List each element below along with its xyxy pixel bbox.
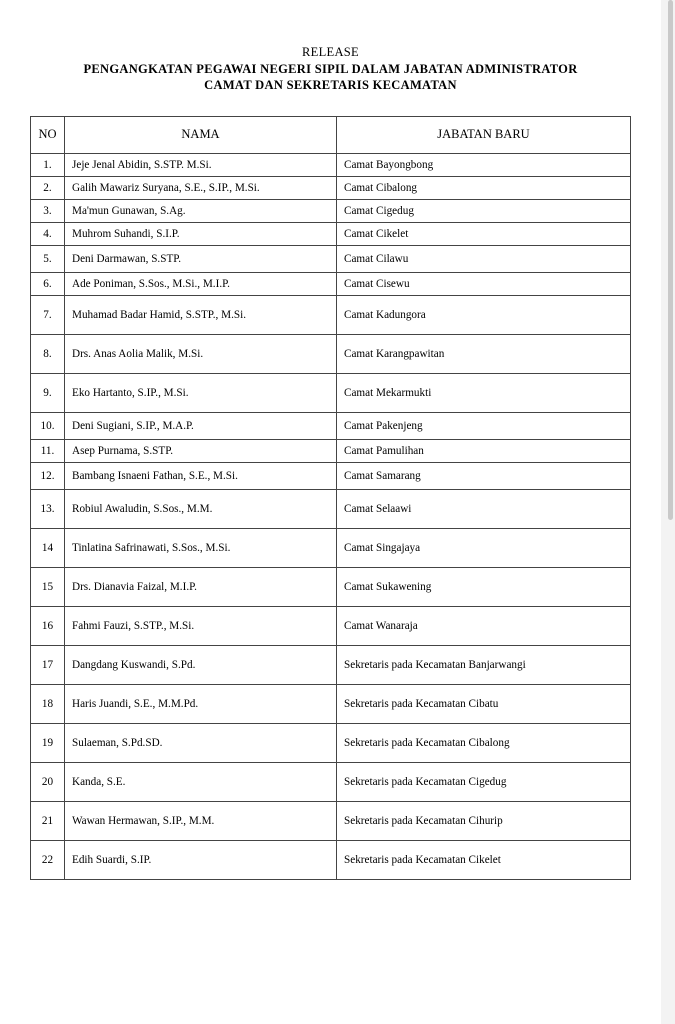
- table-row: [31, 462, 631, 489]
- cell-jabatan: Camat Cisewu: [337, 272, 631, 295]
- cell-jabatan: Sekretaris pada Kecamatan Banjarwangi: [337, 645, 631, 684]
- table-row: [31, 801, 631, 840]
- scrollbar-track[interactable]: [661, 0, 675, 1024]
- table-row: [31, 295, 631, 334]
- cell-no: 5.: [31, 245, 65, 272]
- cell-jabatan: Camat Pamulihan: [337, 439, 631, 462]
- scrollbar-thumb[interactable]: [668, 0, 673, 520]
- cell-nama: Ma'mun Gunawan, S.Ag.: [65, 199, 337, 222]
- table-row: [31, 762, 631, 801]
- cell-jabatan: Camat Cilawu: [337, 245, 631, 272]
- cell-nama: Asep Purnama, S.STP.: [65, 439, 337, 462]
- cell-nama: Muhamad Badar Hamid, S.STP., M.Si.: [65, 295, 337, 334]
- cell-nama: Dangdang Kuswandi, S.Pd.: [65, 645, 337, 684]
- table-row: [31, 439, 631, 462]
- table-row: [31, 528, 631, 567]
- cell-jabatan: Camat Cibalong: [337, 176, 631, 199]
- cell-no: 6.: [31, 272, 65, 295]
- table-row: [31, 412, 631, 439]
- table-row: [31, 840, 631, 879]
- column-header-nama: NAMA: [65, 116, 337, 153]
- cell-nama: Tinlatina Safrinawati, S.Sos., M.Si.: [65, 528, 337, 567]
- cell-jabatan: Camat Bayongbong: [337, 153, 631, 176]
- cell-nama: Deni Darmawan, S.STP.: [65, 245, 337, 272]
- table-row: [31, 334, 631, 373]
- table-row: [31, 373, 631, 412]
- cell-jabatan: Camat Cikelet: [337, 222, 631, 245]
- cell-nama: Kanda, S.E.: [65, 762, 337, 801]
- cell-nama: Muhrom Suhandi, S.I.P.: [65, 222, 337, 245]
- cell-no: 8.: [31, 334, 65, 373]
- cell-no: 16: [31, 606, 65, 645]
- cell-no: 15: [31, 567, 65, 606]
- cell-nama: Drs. Dianavia Faizal, M.I.P.: [65, 567, 337, 606]
- cell-jabatan: Camat Selaawi: [337, 489, 631, 528]
- table-header: [31, 116, 631, 153]
- cell-jabatan: Sekretaris pada Kecamatan Cibalong: [337, 723, 631, 762]
- table-row: [31, 245, 631, 272]
- cell-no: 10.: [31, 412, 65, 439]
- cell-no: 22: [31, 840, 65, 879]
- table-row: [31, 489, 631, 528]
- cell-jabatan: Camat Karangpawitan: [337, 334, 631, 373]
- cell-nama: Drs. Anas Aolia Malik, M.Si.: [65, 334, 337, 373]
- table-row: [31, 645, 631, 684]
- cell-jabatan: Sekretaris pada Kecamatan Cibatu: [337, 684, 631, 723]
- cell-no: 17: [31, 645, 65, 684]
- cell-jabatan: Sekretaris pada Kecamatan Cikelet: [337, 840, 631, 879]
- table-header-row: [31, 116, 631, 153]
- cell-no: 1.: [31, 153, 65, 176]
- cell-no: 13.: [31, 489, 65, 528]
- table-row: [31, 153, 631, 176]
- cell-nama: Edih Suardi, S.IP.: [65, 840, 337, 879]
- cell-no: 14: [31, 528, 65, 567]
- cell-nama: Eko Hartanto, S.IP., M.Si.: [65, 373, 337, 412]
- cell-no: 7.: [31, 295, 65, 334]
- cell-jabatan: Camat Kadungora: [337, 295, 631, 334]
- table-row: [31, 222, 631, 245]
- page-bottom-spacer: [0, 880, 661, 910]
- header-line-release: RELEASE: [302, 45, 359, 59]
- cell-jabatan: Camat Samarang: [337, 462, 631, 489]
- cell-nama: Sulaeman, S.Pd.SD.: [65, 723, 337, 762]
- cell-jabatan: Camat Singajaya: [337, 528, 631, 567]
- table-row: [31, 176, 631, 199]
- cell-no: 18: [31, 684, 65, 723]
- cell-jabatan: Camat Cigedug: [337, 199, 631, 222]
- cell-jabatan: Camat Wanaraja: [337, 606, 631, 645]
- table-row: [31, 606, 631, 645]
- column-header-jabatan: JABATAN BARU: [337, 116, 631, 153]
- cell-nama: Ade Poniman, S.Sos., M.Si., M.I.P.: [65, 272, 337, 295]
- cell-jabatan: Sekretaris pada Kecamatan Cihurip: [337, 801, 631, 840]
- table-row: [31, 567, 631, 606]
- table-row: [31, 684, 631, 723]
- table-body: [31, 153, 631, 879]
- cell-no: 4.: [31, 222, 65, 245]
- cell-jabatan: Sekretaris pada Kecamatan Cigedug: [337, 762, 631, 801]
- cell-nama: Deni Sugiani, S.IP., M.A.P.: [65, 412, 337, 439]
- table-row: [31, 199, 631, 222]
- cell-nama: Fahmi Fauzi, S.STP., M.Si.: [65, 606, 337, 645]
- cell-nama: Robiul Awaludin, S.Sos., M.M.: [65, 489, 337, 528]
- cell-nama: Galih Mawariz Suryana, S.E., S.IP., M.Si.: [65, 176, 337, 199]
- table-row: [31, 272, 631, 295]
- cell-no: 3.: [31, 199, 65, 222]
- cell-no: 19: [31, 723, 65, 762]
- cell-nama: Haris Juandi, S.E., M.M.Pd.: [65, 684, 337, 723]
- cell-no: 11.: [31, 439, 65, 462]
- cell-no: 12.: [31, 462, 65, 489]
- cell-jabatan: Camat Sukawening: [337, 567, 631, 606]
- cell-no: 20: [31, 762, 65, 801]
- cell-jabatan: Camat Pakenjeng: [337, 412, 631, 439]
- cell-no: 9.: [31, 373, 65, 412]
- header-line-subtitle: CAMAT DAN SEKRETARIS KECAMATAN: [204, 78, 457, 92]
- cell-jabatan: Camat Mekarmukti: [337, 373, 631, 412]
- appointment-table: [30, 116, 631, 880]
- header-line-title: PENGANGKATAN PEGAWAI NEGERI SIPIL DALAM JABATAN ADMINISTRATOR: [83, 61, 578, 76]
- cell-no: 21: [31, 801, 65, 840]
- column-header-no: NO: [31, 116, 65, 153]
- table-row: [31, 723, 631, 762]
- document-header: [0, 0, 661, 94]
- cell-nama: Wawan Hermawan, S.IP., M.M.: [65, 801, 337, 840]
- cell-no: 2.: [31, 176, 65, 199]
- cell-nama: Bambang Isnaeni Fathan, S.E., M.Si.: [65, 462, 337, 489]
- cell-nama: Jeje Jenal Abidin, S.STP. M.Si.: [65, 153, 337, 176]
